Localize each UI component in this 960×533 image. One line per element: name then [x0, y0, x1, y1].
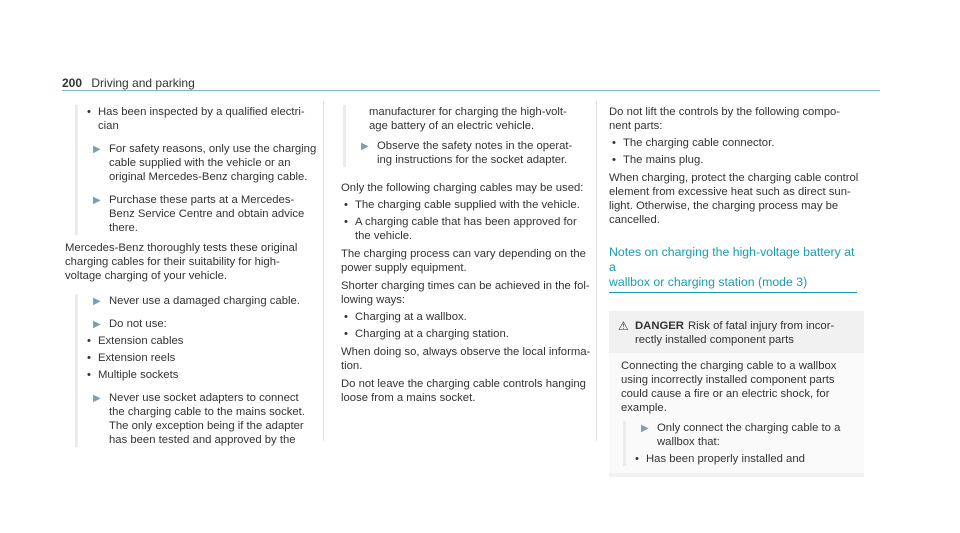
text-line: Risk of fatal injury from incor-	[687, 320, 835, 332]
text-line: Extension cables	[98, 335, 184, 347]
text-line: the charging cable to the mains socket.	[109, 406, 305, 418]
paragraph	[341, 181, 596, 405]
text-line: Multiple sockets	[98, 369, 179, 381]
action-step	[84, 391, 323, 447]
paragraph	[609, 105, 864, 133]
text-line: loose from a mains socket.	[341, 392, 476, 404]
text-line: voltage charging of your vehicle.	[65, 270, 228, 282]
section-heading	[609, 245, 864, 290]
text-line: cian	[98, 120, 119, 132]
text-line: • A charging cable that has been approved for	[355, 216, 577, 228]
list-item	[341, 215, 596, 243]
instruction-block	[623, 421, 852, 466]
section-title: Driving and parking	[91, 76, 195, 90]
list-item	[341, 310, 596, 324]
danger-box	[609, 311, 864, 477]
text-line: original Mercedes-Benz charging cable.	[109, 171, 308, 183]
text-line: example.	[621, 402, 667, 414]
text-line: could cause a fire or an electric shock, for	[621, 388, 830, 400]
text-line: Benz Service Centre and obtain advice	[109, 208, 305, 220]
list-item	[84, 105, 323, 133]
triangle-right-icon: ▶	[361, 141, 369, 152]
text-line: manufacturer for charging the high-volt-	[369, 106, 567, 118]
triangle-right-icon: ▶	[93, 296, 101, 307]
text-line: The charging cable connector.	[623, 137, 775, 149]
text-line: lowing ways:	[341, 294, 406, 306]
text-line: cable supplied with the vehicle or an	[109, 157, 291, 169]
text-line: Do not use:	[109, 318, 167, 330]
column-2	[341, 105, 596, 405]
text-line: Purchase these parts at a Mercedes-	[109, 194, 295, 206]
text-line: wallbox or charging station (mode 3)	[609, 275, 808, 289]
text-line: Charging at a wallbox.	[355, 311, 467, 323]
text-line: tion.	[341, 360, 363, 372]
text-line: When doing so, always observe the local informa-	[341, 346, 591, 358]
text-line: cancelled.	[609, 214, 660, 226]
paragraph	[65, 241, 323, 283]
triangle-right-icon: ▶	[93, 195, 101, 206]
text-line: Notes on charging the high-voltage battery at a	[609, 245, 855, 274]
text-line: Extension reels	[98, 352, 176, 364]
action-step	[84, 294, 323, 308]
text-line: Charging at a charging station.	[355, 328, 509, 340]
triangle-right-icon: ▶	[641, 423, 649, 434]
text-line: For safety reasons, only use the charging	[109, 143, 317, 155]
text-line: The charging process can vary depending on the	[341, 248, 586, 260]
text-line: • Has been inspected by a qualified electri-	[98, 106, 305, 118]
text-line: Never use a damaged charging cable.	[109, 295, 300, 307]
text-line: Mercedes-Benz thoroughly tests these original	[65, 242, 298, 254]
list-item	[341, 198, 596, 212]
list-item	[84, 334, 323, 348]
text-line: Observe the safety notes in the operat-	[377, 140, 573, 152]
text-line: there.	[109, 222, 138, 234]
triangle-right-icon: ▶	[93, 393, 101, 404]
text-line: The mains plug.	[623, 154, 704, 166]
text-line: When charging, protect the charging cable control	[609, 172, 859, 184]
action-step	[84, 317, 323, 331]
text-line: Never use socket adapters to connect	[109, 392, 299, 404]
column-3	[609, 105, 864, 477]
continuation-block	[343, 105, 596, 167]
text-line: Do not leave the charging cable controls hanging	[341, 378, 586, 390]
action-step	[632, 421, 852, 449]
danger-title	[609, 319, 864, 347]
danger-label: DANGER	[635, 320, 684, 332]
text-line: nent parts:	[609, 120, 663, 132]
triangle-right-icon: ▶	[93, 319, 101, 330]
text-line: Do not lift the controls by the following compo-	[609, 106, 841, 118]
text-line: Only connect the charging cable to a	[657, 422, 841, 434]
list-item	[84, 351, 323, 365]
text-line: light. Otherwise, the charging process may be	[609, 200, 839, 212]
header-rule	[62, 90, 880, 91]
page-number: 200	[62, 76, 83, 90]
continuation-block	[75, 105, 323, 235]
text-line: has been tested and approved by the	[109, 434, 296, 446]
list-item	[632, 452, 852, 466]
text-line: using incorrectly installed component parts	[621, 374, 835, 386]
text-line: rectly installed component parts	[635, 334, 794, 346]
heading-rule	[609, 292, 857, 293]
list-item	[341, 327, 596, 341]
text-line: element from excessive heat such as direct sun-	[609, 186, 851, 198]
text-line: age battery of an electric vehicle.	[369, 120, 535, 132]
text-line: The charging cable supplied with the vehicle.	[355, 199, 580, 211]
text-line: charging cables for their suitability for high-	[65, 256, 280, 268]
triangle-right-icon: ▶	[93, 144, 101, 155]
action-step	[84, 193, 323, 235]
list-item	[84, 368, 323, 382]
danger-body	[609, 353, 864, 473]
column-1	[65, 105, 323, 450]
text-line: power supply equipment.	[341, 262, 467, 274]
text-line: The only exception being if the adapter	[109, 420, 304, 432]
text-line: Has been properly installed and	[646, 453, 805, 465]
text-line: Connecting the charging cable to a wallbox	[621, 360, 837, 372]
list-item	[609, 136, 864, 150]
text-line: Only the following charging cables may be used:	[341, 182, 584, 194]
column-divider	[323, 101, 324, 441]
text-line: ing instructions for the socket adapter.	[377, 154, 568, 166]
paragraph	[609, 171, 864, 227]
column-divider	[596, 101, 597, 441]
page-header	[62, 76, 195, 90]
instruction-block	[75, 294, 323, 447]
text-line: the vehicle.	[355, 230, 413, 242]
text-line: Shorter charging times can be achieved in the fol-	[341, 280, 590, 292]
text-line: wallbox that:	[657, 436, 720, 448]
action-step	[352, 139, 596, 167]
warning-triangle-icon: ⚠	[618, 319, 629, 333]
continuation-text	[352, 105, 596, 133]
list-item	[609, 153, 864, 167]
action-step	[84, 142, 323, 184]
